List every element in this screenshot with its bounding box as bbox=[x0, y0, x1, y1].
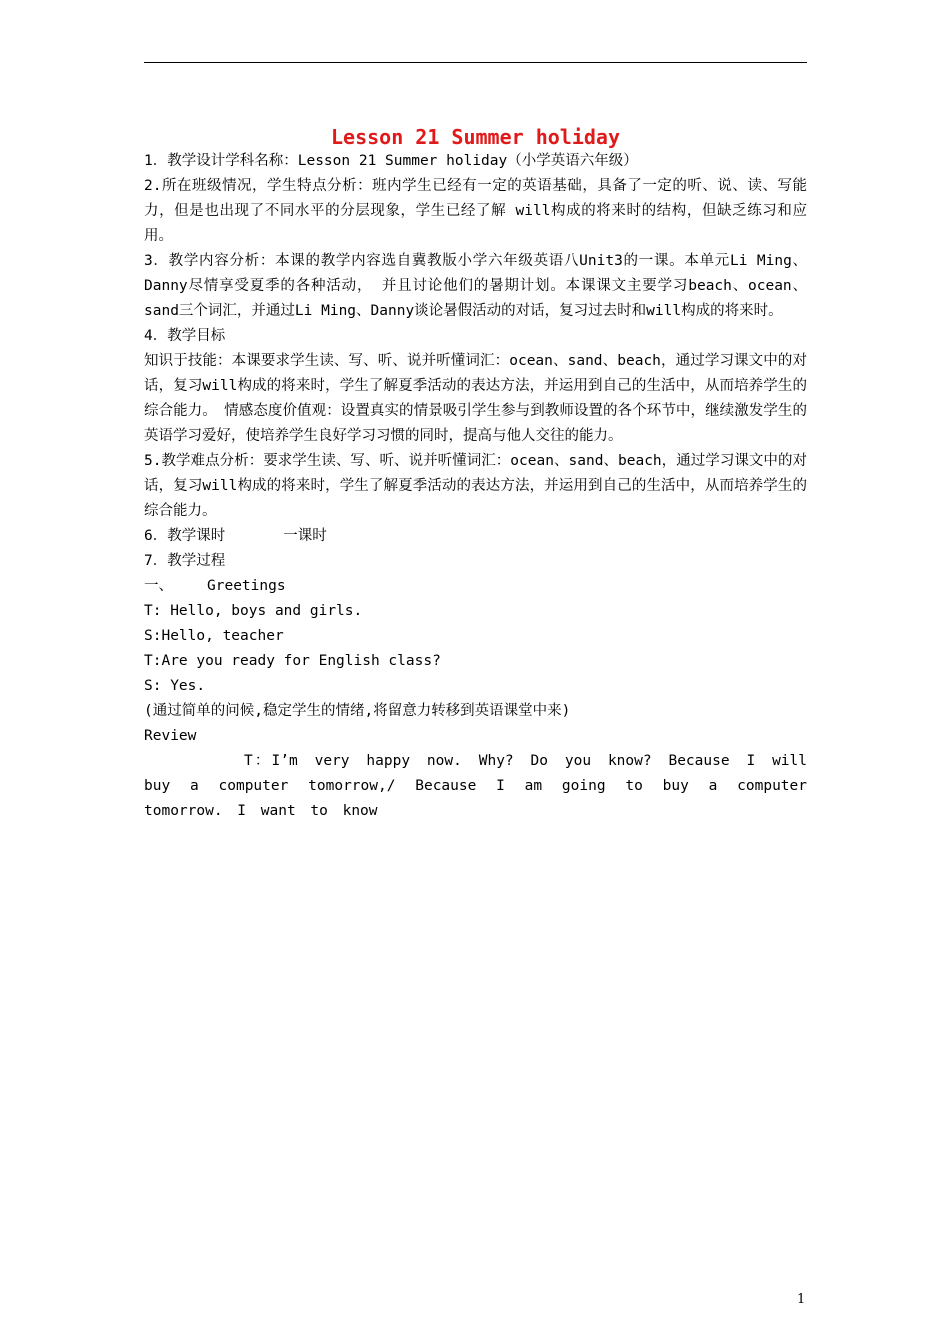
section-greetings-heading bbox=[144, 574, 807, 599]
dialog-line: T: Hello, boys and girls. bbox=[144, 603, 363, 619]
page-number: 1 bbox=[797, 1292, 806, 1307]
paragraph-class-analysis: 2.所在班级情况，学生特点分析：班内学生已经有一定的英语基础，具备了一定的听、说、读、写能力，但是也出现了不同水平的分层现象，学生已经了解 will构成的将来时的结构，但缺乏练习和应用。 bbox=[144, 178, 807, 244]
class-hours-value: 一课时 bbox=[283, 528, 327, 544]
paragraph-difficulty-analysis: 5.教学难点分析：要求学生读、写、听、说并听懂词汇：ocean、sand、beach，通过学习课文中的对话，复习will构成的将来时，学生了解夏季活动的表达方法，并运用到自己的生活中，从而培养学生的综合能力。 bbox=[144, 453, 807, 519]
paragraph-process-heading: 7．教学过程 bbox=[144, 553, 226, 569]
dialog-line: T:Are you ready for English class? bbox=[144, 653, 441, 669]
dialog-note: (通过简单的问候,稳定学生的情绪,将留意力转移到英语课堂中来) bbox=[144, 703, 571, 719]
paragraph-subject-name: 1．教学设计学科名称：Lesson 21 Summer holiday（小学英语六年级） bbox=[144, 153, 638, 169]
review-paragraph: T：I’m very happy now. Why? Do you know? Because I will buy a computer tomorrow,/ Because I am going to buy a computer tomorrow. I want to know bbox=[144, 753, 807, 819]
paragraph-objectives-heading: 4．教学目标 bbox=[144, 328, 226, 344]
dialog-line: S:Hello, teacher bbox=[144, 628, 284, 644]
paragraph-class-hours bbox=[144, 524, 807, 549]
document-body bbox=[144, 149, 807, 824]
section-label: Greetings bbox=[207, 578, 286, 594]
paragraph-objectives: 知识于技能：本课要求学生读、写、听、说并听懂词汇：ocean、sand、beach，通过学习课文中的对话，复习will构成的将来时，学生了解夏季活动的表达方法，并运用到自己的生活中，从而培养学生的综合能力。 情感态度价值观：设置真实的情景吸引学生参与到教师设置的各个环节中，继续激发学生的英语学习爱好，使培养学生良好学习习惯的同时，提高与他人交往的能力。 bbox=[144, 353, 807, 444]
document-title: Lesson 21 Summer holiday bbox=[331, 125, 620, 149]
header-rule bbox=[144, 62, 807, 63]
review-heading: Review bbox=[144, 728, 197, 744]
paragraph-content-analysis: 3．教学内容分析：本课的教学内容选自冀教版小学六年级英语八Unit3的一课。本单元Li Ming、Danny尽情享受夏季的各种活动， 并且讨论他们的暑期计划。本课课文主要学习beach、ocean、sand三个词汇，并通过Li Ming、Danny谈论暑假活动的对话，复习过去时和will构成的将来时。 bbox=[144, 253, 807, 319]
dialog-line: S: Yes. bbox=[144, 678, 206, 694]
class-hours-label: 6．教学课时 bbox=[144, 528, 226, 544]
section-number: 一、 bbox=[144, 578, 173, 594]
